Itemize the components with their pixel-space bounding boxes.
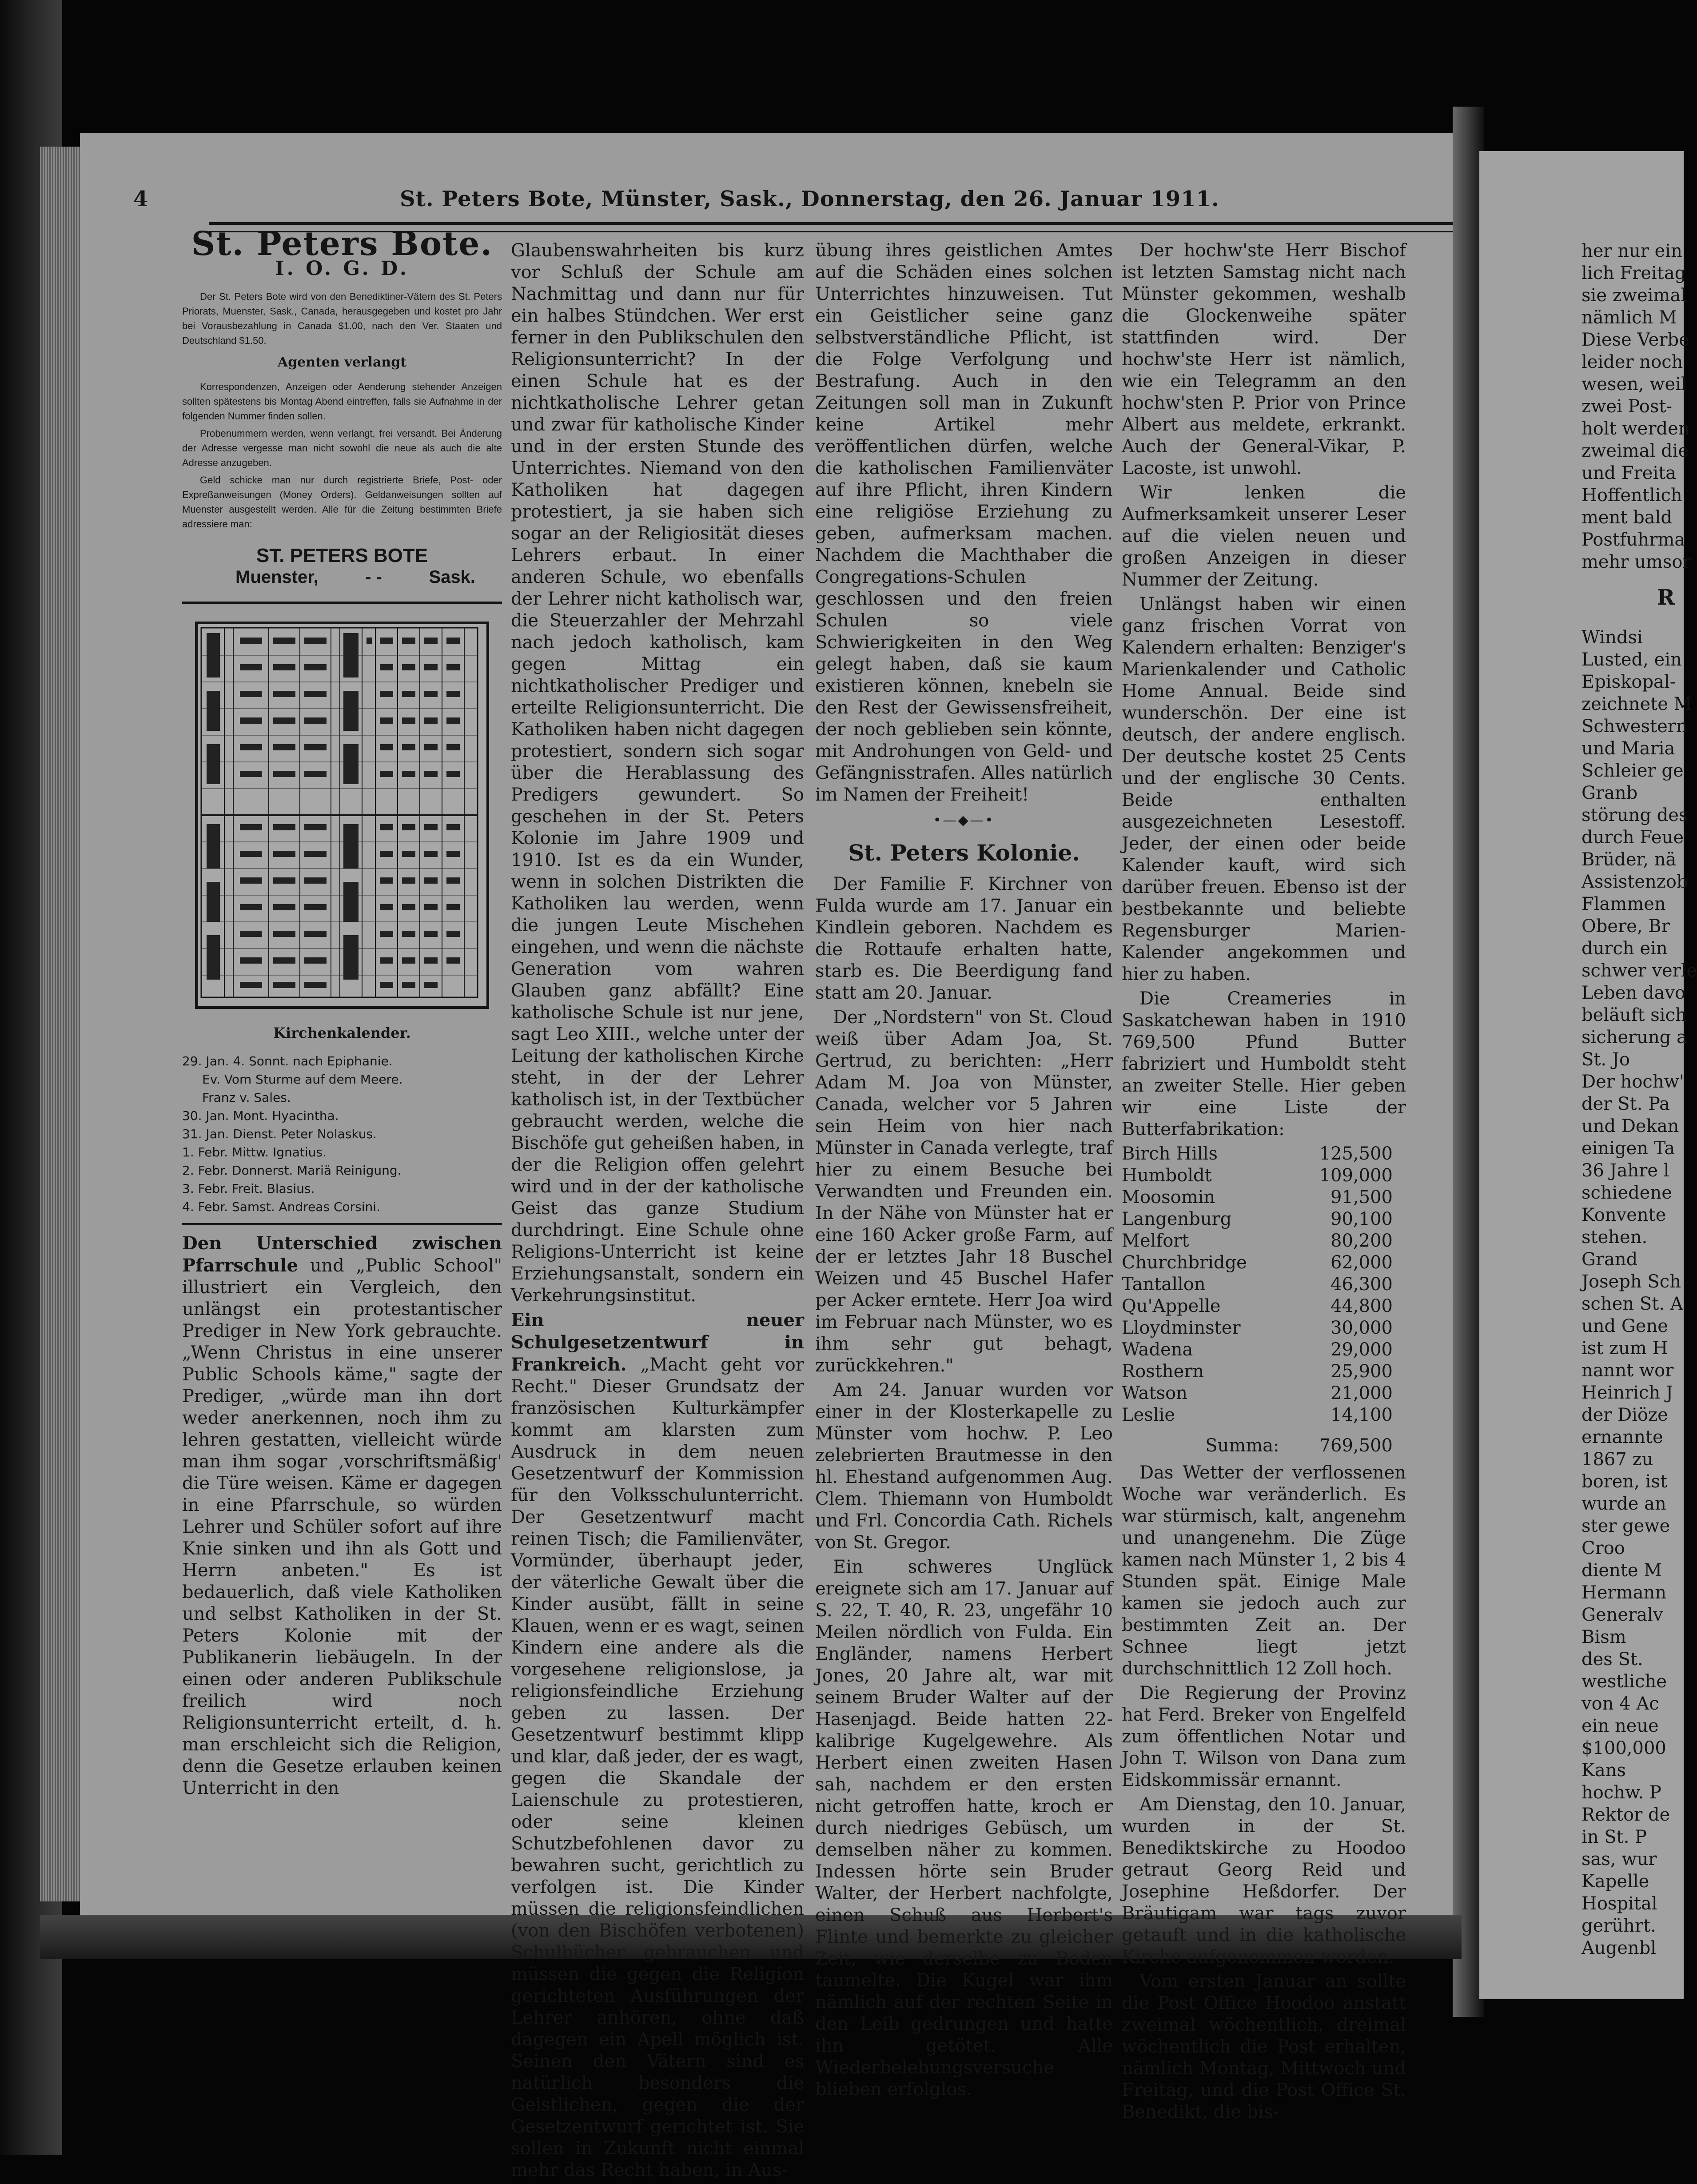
text-line: westliche [1581,1671,1667,1692]
calendar-grid-image [195,622,489,1009]
table-cell-town: Humboldt [1122,1165,1212,1186]
section-title: St. Peters Kolonie. [848,840,1080,866]
table-row [1122,1383,1406,1404]
text-line: sicherung a [1581,1027,1687,1048]
article-france-school-law [511,1309,804,2181]
text-line: und Freita [1581,463,1677,483]
table-cell-pounds: 25,900 [1331,1361,1393,1382]
table-cell-pounds: 109,000 [1319,1165,1393,1186]
paragraph: Die Creameries in Saskatchewan haben in 1910 769,500 Pfund Butter fabriziert und Humboldt steht an zweiter Stelle. Hier geben wir eine Liste der Butterfabrikation: [1122,988,1406,1140]
money-note: Geld schicke man nur durch registrierte Briefe, Post- oder Expreßanweisungen (Money Orders). Geldanweisungen sollten auf Muenster ausgestellt werden. Alle für die Zeitung bestimmten Briefe adressiere man: [182,474,502,530]
column-rule [182,602,502,604]
text-line: Kans [1581,1760,1626,1781]
text-line: ist zum H [1581,1338,1668,1359]
butter-production-table [1122,1143,1406,1426]
text-line: Generalv [1581,1605,1663,1625]
text-line: schen St. A [1581,1294,1683,1314]
text-line: Lusted, ein [1581,650,1682,670]
bote-separator: - - [365,567,382,587]
paragraph: Das Wetter der verflossenen Woche war veränderlich. Es war stürmisch, kalt, angenehm und unangenehm. Die Züge kamen nach Münster 1, 2 bis 4 Stunden spät. Einige Male kamen sie jedoch auch zur bestimmten Zeit an. Der Schnee liegt jetzt durchschnittlich 12 Zoll hoch. [1122,1463,1406,1679]
paragraph: Vom ersten Januar an sollte die Post Office Hoodoo anstatt zweimal wöchentlich, dreimal wöchentlich die Post erhalten, nämlich Montag, Mittwoch und Freitag, und die Post Office St. Benedikt, die bis- [1122,1971,1406,2122]
calendar-entry: 4. Febr. Samst. Andreas Corsini. [182,1200,380,1214]
table-cell-pounds: 14,100 [1331,1405,1393,1425]
text-line: Kapelle [1581,1871,1649,1892]
calendar-list [182,1052,502,1216]
table-cell-pounds: 30,000 [1331,1318,1393,1338]
text-line: 1867 zu [1581,1449,1653,1470]
table-cell-town: Churchbridge [1122,1252,1247,1273]
text-line: Postfuhrma [1581,530,1685,550]
text-line: nämlich M [1581,307,1677,328]
column-2 [511,240,804,2184]
text-line: einigen Ta [1581,1138,1675,1159]
article-school-comparison [182,1232,502,1799]
table-cell-town: Wadena [1122,1339,1193,1360]
text-line: durch ein [1581,938,1668,959]
text-line: hochw. P [1581,1782,1661,1803]
text-line: nannt wor [1581,1360,1674,1381]
paragraph: Der Familie F. Kirchner von Fulda wurde am 17. Januar ein Kindlein geboren. Nachdem es die Rottaufe erhalten hatte, starb es. Die Beerdigung fand statt am 20. Januar. [815,874,1113,1003]
text-line: Der hochw' [1581,1072,1684,1092]
text-line: Hospital [1581,1893,1657,1914]
table-row [1122,1274,1406,1295]
text-line: Heinrich J [1581,1383,1673,1403]
page-headline: St. Peters Bote, Münster, Sask., Donnerstag, den 26. Januar 1911. [400,187,1219,211]
text-line: Diese Verbe [1581,330,1689,350]
text-line: $100,000 [1581,1738,1666,1758]
text-line: sas, wur [1581,1849,1657,1869]
text-line: gerührt. [1581,1916,1656,1936]
text-line: Flammen [1581,894,1666,914]
text-line: in St. P [1581,1827,1647,1847]
text-line: störung des [1581,805,1688,825]
table-row [1122,1208,1406,1230]
paragraph: Die Regierung der Provinz hat Ferd. Breker von Engelfeld zum öffentlichen Notar und John T. Wilson von Dana zum Eidskommissär ernannt. [1122,1683,1406,1790]
text-line: Rektor de [1581,1805,1670,1825]
text-line: Assistenzob [1581,872,1688,892]
paragraph: Ein schweres Unglück ereignete sich am 17. Januar auf S. 22, T. 40, R. 23, ungefähr 10 Meilen nördlich von Fulda. Ein Engländer, namens Herbert Jones, 20 Jahre alt, war mit seinem Bruder Walter auf der Hasenjagd. Beide hatten 22-kalibrige Kugelgewehre. Als Herbert einen zweiten Hasen sah, nachdem er den ersten nicht getroffen hatte, kroch er durch niedriges Gebüsch, um demselben näher zu kommen. Indessen hörte sein Bruder Walter, der Herbert nachfolgte, einen Schuß aus Herbert's Flinte und bemerkte zu gleicher Zeit, wie derselbe zu Boden taumelte. Die Kugel war ihm nämlich auf der rechten Seite in den Leib gedrungen und hatte ihn getötet. Alle Wiederbelebungsversuche blieben erfolglos. [815,1557,1113,2100]
table-cell-pounds: 62,000 [1331,1252,1393,1273]
table-cell-town: Rosthern [1122,1361,1204,1382]
text-line: zeichnete M [1581,694,1692,714]
calendar-heading: Kirchenkalender. [273,1024,411,1041]
calendar-grid-drawing [198,624,486,1006]
paragraph: Am 24. Januar wurden vor einer in der Klosterkapelle zu Münster vom hochw. P. Leo zelebrierten Brautmesse in den hl. Ehestand aufgenommen Aug. Clem. Thiemann von Humboldt und Frl. Concordia Cath. Richels von St. Gregor. [815,1380,1113,1553]
text-line: St. Jo [1581,1049,1630,1070]
text-line: des St. [1581,1649,1643,1670]
butter-total [1122,1435,1406,1457]
text-line: Brüder, nä [1581,849,1677,870]
masthead-title: St. Peters Bote. [191,225,493,263]
text-line: schwer verle [1581,960,1697,981]
bote-city: Muenster, [235,567,319,587]
paragraph: Der hochw'ste Herr Bischof ist letzten Samstag nicht nach Münster gekommen, weshalb die Glockenweihe später stattfinden wird. Der hochw'ste Herr ist nämlich, wie ein Telegramm an den hochw'sten P. Prior von Prince Albert aus meldete, erkrankt. Auch der General-Vikar, P. Lacoste, ist unwohl. [1122,240,1406,478]
text-line: Konvente [1581,1205,1666,1225]
text-line: wurde an [1581,1494,1666,1514]
text-line: Grand [1581,1249,1638,1270]
text-line: mehr umsor [1581,552,1691,572]
text-line: und Maria [1581,738,1675,759]
text-line: der St. Pa [1581,1094,1670,1114]
facing-page-text [1581,240,1697,1959]
table-cell-pounds: 44,800 [1331,1296,1393,1316]
text-line: Episkopal- [1581,672,1676,692]
article-title: Ein neuer Schulgesetzentwurf in Frankreich. [511,1310,804,1375]
calendar-entry: 30. Jan. Mont. Hyacintha. [182,1108,339,1123]
table-row [1122,1143,1406,1165]
text-line: ernannte [1581,1427,1663,1447]
table-row [1122,1230,1406,1252]
text-line: und Dekan [1581,1116,1679,1136]
table-cell-pounds: 80,200 [1331,1231,1393,1251]
column-rule [182,1223,502,1225]
column-1 [182,225,502,1802]
calendar-entry: 3. Febr. Freit. Blasius. [182,1181,315,1196]
text-line: Windsi [1581,627,1643,648]
text-line: wesen, weil [1581,374,1687,395]
bote-name: ST. PETERS BOTE [256,545,428,566]
column-3 [815,240,1113,2103]
text-line: Obere, Br [1581,916,1670,937]
text-line: beläuft sich [1581,1005,1687,1025]
text-line: und Gene [1581,1316,1668,1336]
table-row [1122,1361,1406,1383]
text-line: Hoffentlich [1581,485,1682,506]
table-cell-town: Qu'Appelle [1122,1296,1221,1316]
text-line: ment bald [1581,507,1673,528]
table-cell-town: Melfort [1122,1231,1189,1251]
correspondence-note: Korrespondenzen, Anzeigen oder Aenderung stehender Anzeigen sollten spätestens bis Montag Abend eintreffen, falls sie Aufnahme in der folgenden Nummer finden sollen. [182,381,502,422]
text-line: Joseph Sch [1581,1271,1681,1292]
agents-heading: Agenten verlangt [277,355,407,370]
text-line: Augenbl [1581,1938,1657,1958]
column-4 [1122,240,1406,2126]
text-line: zwei Post- [1581,396,1672,417]
paragraph: Glaubenswahrheiten bis kurz vor Schluß der Schule am Nachmittag und dann nur für ein halbes Stündchen. Wer erst ferner in den Publikschulen den Religionsunterricht? In der einen Schule hat es der nichtkatholische Lehrer getan und zwar für katholische Kinder und in der ersten Stunde des Unterrichtes. Niemand von den Katholiken hat dagegen protestiert, ja sie haben sich sogar an der Religiosität dieses Lehrers erbaut. In einer anderen Schule, wo ebenfalls der Lehrer nicht katholisch war, die Steuerzahler der Mehrzahl nach jedoch katholisch, kam gegen Mittag ein nichtkatholischer Prediger und erteilte Religionsunterricht. Die Katholiken haben nicht dagegen protestiert, sondern sich sogar über die Herablassung des Predigers gewundert. So geschehen in der St. Peters Kolonie im Jahre 1909 und 1910. Ist es da ein Wunder, wenn in solchen Distrikten die Katholiken lau werden, wenn die jungen Leute Mischehen eingehen, und wenn die nächste Generation vom wahren Glauben ganz abfällt? Eine katholische Schule ist nur jene, sagt Leo XIII., welche unter der Leitung der katholischen Kirche steht, in der der Lehrer katholisch ist, in der Textbücher gebraucht werden, welche die Bischöfe gut geheißen haben, in der die Religion offen gelehrt wird und in der der katholische Geist das ganze Studium durchdringt. Eine Schule ohne Religions-Unterricht ist keine Erziehungsanstalt, sondern ein Verkehrungsinstitut. [511,240,804,1306]
article-text: „Macht geht vor Recht." Dieser Grundsatz der französischen Kulturkämpfer kommt am klarsten zum Ausdruck in dem neuen Gesetzentwurf der Kommission für den Volksschulunterricht. Der Gesetzentwurf macht reinen Tisch; die Familienväter, Vormünder, überhaupt jeder, der väterliche Gewalt über die Kinder ausübt, fällt in seine Klauen, wenn er es wagt, seinen Kindern eine andere als die vorgesehene religionslose, ja religionsfeindliche Erziehung geben zu lassen. Der Gesetzentwurf bestimmt klipp und klar, daß jeder, der es wagt, gegen die Skandale der Laienschule zu protestieren, oder seine kleinen Schutzbefohlenen davor zu bewahren sucht, gerichtlich zu verfolgen ist. Die Kinder müssen die religionsfeindlichen (von den Bischöfen verbotenen) Schulbücher gebrauchen und müssen die gegen die Religion gerichteten Ausführungen der Lehrer anhören, ohne daß dagegen ein Apell möglich ist. Seinen den Vätern sind es natürlich besonders die Geistlichen, gegen die der Gesetzentwurf gerichtet ist. Sie sollen in Zukunft nicht einmal mehr das Recht haben, in Aus- [511,1355,805,2180]
text-line: ster gewe [1581,1516,1670,1536]
table-cell-town: Langenburg [1122,1209,1232,1229]
paragraph: übung ihres geistlichen Amtes auf die Schäden eines solchen Unterrichtes hinzuweisen. Tut ein Geistlicher seine ganz selbstverständliche Pflicht, ist die Folge Verfolgung und Bestrafung. Auch in den Zeitungen soll man in Zukunft keine Artikel mehr veröffentlichen dürfen, welche die katholischen Familienväter auf ihre Pflicht, ihren Kindern eine religiöse Erziehung zu geben, aufmerksam machen. Nachdem die Machthaber die Congregations-Schulen geschlossen und den freien Schulen so viele Schwierigkeiten in den Weg gelegt haben, daß sie kaum existieren können, knebeln sie den Rest der Gewissensfreiheit, der noch geblieben sein könnte, mit Androhungen von Geld- und Gefängnisstrafen. Alles natürlich im Namen der Freiheit! [815,240,1113,805]
table-row [1122,1187,1406,1208]
section-ornament: •—◆—• [933,813,995,828]
table-cell-pounds: 90,100 [1331,1209,1393,1229]
bote-province: Sask. [429,567,475,587]
paragraph: Der „Nordstern" von St. Cloud weiß über Adam Joa, St. Gertrud, zu berichten: „Herr Adam M. Joa von Münster, Canada, welcher vor 5 Jahren sein Heim von hier nach Münster in Canada verlegte, traf hier zu einem Besuche bei Verwandten und Freunden ein. In der Nähe von Münster hat er eine 160 Acker große Farm, auf der er letztes Jahr 18 Buschel Weizen und 45 Buschel Hafer per Acker erntete. Herr Joa wird im Februar nach Münster, wo es ihm sehr gut behagt, zurückkehren." [815,1007,1113,1376]
paragraph: Wir lenken die Aufmerksamkeit unserer Leser auf die vielen neuen und großen Anzeigen in dieser Nummer der Zeitung. [1122,482,1406,590]
table-row [1122,1165,1406,1187]
page-number: 4 [133,187,148,211]
text-line: zweimal die [1581,441,1689,461]
text-line: boren, ist [1581,1471,1668,1492]
page-header [133,187,1422,213]
text-line: schiedene [1581,1183,1672,1203]
text-line: holt werden [1581,418,1690,439]
paragraph: Am Dienstag, den 10. Januar, wurden in der St. Benediktskirche zu Hoodoo getraut Georg Reid und Josephine Heßdorfer. Der Bräutigam war tags zuvor getauft und in die katholische Kirche aufgenommen worden. [1122,1794,1406,1967]
text-line: her nur ein [1581,241,1682,261]
table-row [1122,1252,1406,1274]
text-line: von 4 Ac [1581,1694,1659,1714]
table-cell-town: Leslie [1122,1405,1175,1425]
text-line: durch Feue [1581,827,1684,848]
publisher-note: Der St. Peters Bote wird von den Benediktiner-Vätern des St. Peters Priorats, Muenster, Sask., Canada, herausgegeben und kostet pro Jahr bei Vorausbezahlung in Canada $1.00, nach den Ver. Staaten und Deutschland $1.50. [182,291,502,346]
text-line: Hermann [1581,1582,1666,1603]
facing-page-heading: R [1657,585,1675,610]
table-cell-town: Lloydminster [1122,1318,1241,1338]
bote-address [182,566,502,588]
total-label: Summa: [1205,1435,1279,1456]
text-line: diente M [1581,1560,1662,1581]
text-line: 36 Jahre l [1581,1160,1669,1181]
sample-note: Probenummern werden, wenn verlangt, frei versandt. Bei Änderung der Adresse vergesse man nicht sowohl die neue als auch die alte Adresse anzugeben. [182,428,502,468]
text-line: der Diöze [1581,1405,1668,1425]
table-row [1122,1404,1406,1426]
text-line: sie zweimal [1581,285,1687,306]
article-text: und „Public School" illustriert ein Vergleich, den unlängst ein protestantischer Prediger in New York gebrauchte. „Wenn Christus in eine unserer Public Schools käme," sagte der Prediger, „würde man ihn dort weder anerkennen, noch ihm zu lehren gestatten, vielleicht würde man ihm sogar ‚vorschriftsmäßig' die Türe weisen. Käme er dagegen in eine Pfarrschule, so würden Lehrer und Schüler sofort auf ihre Knie sinken und ihn als Gott und Herrn anbeten." Es ist bedauerlich, daß viele Katholiken und selbst Katholiken in der St. Peters Kolonie mit der Publikanerin liebäugeln. In der einen oder anderen Publikschule freilich wird noch Religionsunterricht erteilt, d. h. man erschleicht sich die Religion, denn die Gesetze erlauben keinen Unterricht in den [182,1255,502,1798]
text-line: Leben davo [1581,983,1686,1003]
calendar-entry: Franz v. Sales. [202,1090,291,1105]
text-line: Schwestern [1581,716,1688,737]
table-cell-town: Moosomin [1122,1187,1215,1208]
text-line: Bism [1581,1627,1626,1647]
table-row [1122,1317,1406,1339]
text-line: Granb [1581,783,1638,803]
paragraph: Unlängst haben wir einen ganz frischen Vorrat von Kalendern erhalten: Benziger's Marienkalender und Catholic Home Annual. Beide sind wunderschön. Der eine ist deutsch, der andere englisch. Der deutsche kostet 25 Cents und der englische 30 Cents. Beide enthalten ausgezeichneten Lesestoff. Jeder, der einen oder beide Kalender kauft, wird sich darüber freuen. Ebenso ist der bestbekannte und beliebte Regensburger Marien-Kalender angekommen und hier zu haben. [1122,594,1406,984]
total-value: 769,500 [1319,1435,1393,1456]
calendar-entry: Ev. Vom Sturme auf dem Meere. [202,1072,403,1087]
calendar-entry: 31. Jan. Dienst. Peter Nolaskus. [182,1127,377,1141]
calendar-entry: 2. Febr. Donnerst. Mariä Reinigung. [182,1163,402,1178]
table-row [1122,1295,1406,1317]
table-cell-pounds: 46,300 [1331,1274,1393,1295]
text-line: lich Freitag [1581,263,1686,283]
text-line: Croo [1581,1538,1625,1558]
table-cell-town: Watson [1122,1383,1187,1403]
text-line: stehen. [1581,1227,1648,1247]
text-line: Schleier ge [1581,761,1684,781]
text-line: ein neue [1581,1716,1659,1736]
table-cell-pounds: 29,000 [1331,1339,1393,1360]
calendar-entry: 1. Febr. Mittw. Ignatius. [182,1145,327,1160]
table-cell-town: Tantallon [1122,1274,1206,1295]
table-row [1122,1339,1406,1361]
text-line: leider noch [1581,352,1683,372]
page-stack-edge [40,147,82,1901]
table-cell-pounds: 91,500 [1331,1187,1393,1208]
table-cell-town: Birch Hills [1122,1144,1218,1164]
masthead-subtitle: I. O. G. D. [275,257,410,280]
table-cell-pounds: 21,000 [1331,1383,1393,1403]
table-cell-pounds: 125,500 [1319,1144,1393,1164]
calendar-entry: 29. Jan. 4. Sonnt. nach Epiphanie. [182,1054,393,1068]
article-title: Den Unterschied zwischen Pfarrschule [182,1233,502,1276]
